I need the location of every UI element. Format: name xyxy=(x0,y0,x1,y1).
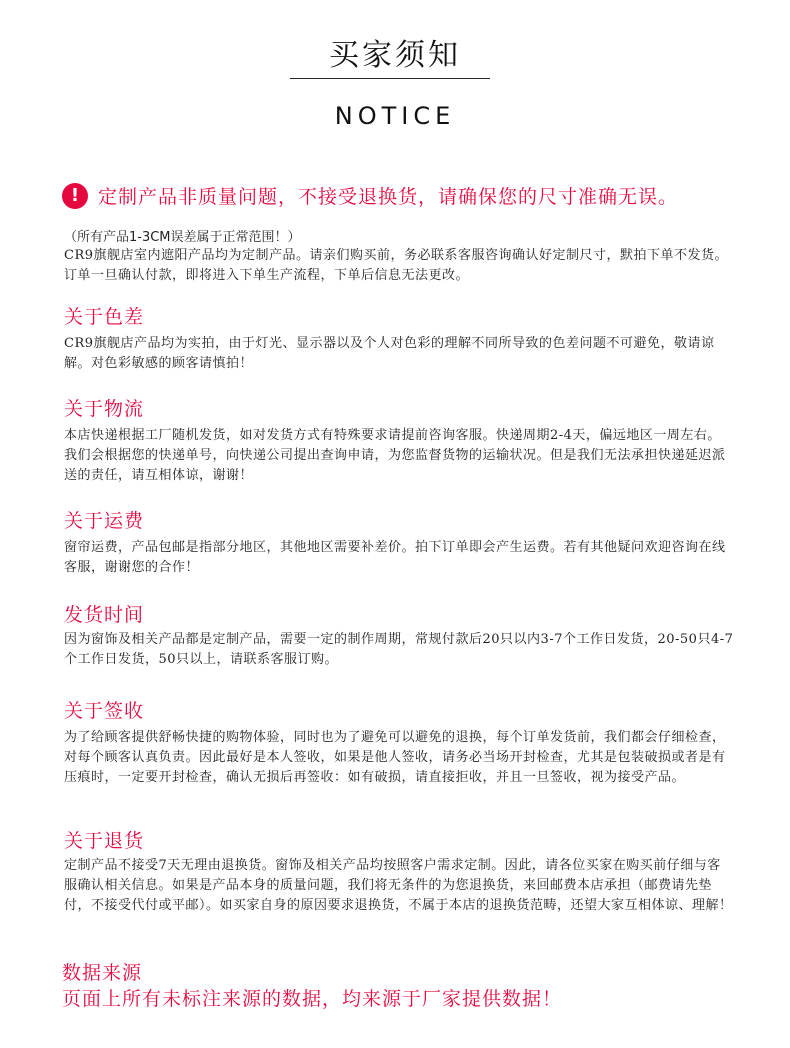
section-text-returns: 定制产品不接受7天无理由退换货。窗饰及相关产品均按照客户需求定制。因此，请各位买家在购买前仔细与客服确认相关信息。如果是产品本身的质量问题，我们将无条件的为您退换货，来回邮费本店承担（邮费请先垫付，不接受代付或平邮）。如买家自身的原因要求退换货，不属于本店的退换货范畴，还望大家互相体谅、理解！ xyxy=(64,858,733,913)
section-text-delivery-time: 因为窗饰及相关产品都是定制产品，需要一定的制作周期，常规付款后20只以内3-7个工作日发货，20-50只4-7个工作日发货，50只以上，请联系客服订购。 xyxy=(64,632,734,667)
page-subtitle: NOTICE xyxy=(334,102,456,130)
section-title-returns: 关于退货 xyxy=(64,830,145,852)
section-title-logistics: 关于物流 xyxy=(64,398,145,420)
warning-banner xyxy=(62,182,678,209)
intro-paragraph: CR9旗舰店室内遮阳产品均为定制产品。请亲们购买前，务必联系客服咨询确认好定制尺寸，默拍下单不发货。订单一旦确认付款，即将进入下单生产流程，下单后信息无法更改。 xyxy=(64,248,729,283)
section-title-delivery-time: 发货时间 xyxy=(64,604,145,626)
section-text-color-difference: CR9旗舰店产品均为实拍，由于灯光、显示器以及个人对色彩的理解不同所导致的色差问题不可避免，敬请谅解。对色彩敏感的顾客请慎拍！ xyxy=(64,336,715,371)
exclamation-circle-icon: ! xyxy=(62,183,88,209)
title-divider xyxy=(290,78,490,79)
section-text-signing: 为了给顾客提供舒畅快捷的购物体验，同时也为了避免可以避免的退换，每个订单发货前，我们都会仔细检查，对每个顾客认真负责。因此最好是本人签收，如果是他人签收，请务必当场开封检查，尤其是包装破损或者是有压痕时，一定要开封检查，确认无损后再签收：如有破损，请直接拒收，并且一旦签收，视为接受产品。 xyxy=(64,730,726,785)
section-text-logistics: 本店快递根据工厂随机发货，如对发货方式有特殊要求请提前咨询客服。快递周期2-4天，偏远地区一周左右。我们会根据您的快递单号，向快递公司提出查询申请，为您监督货物的运输状况。但是我们无法承担快递延迟派送的责任，请互相体谅，谢谢！ xyxy=(64,428,726,483)
section-text-shipping-fee: 窗帘运费，产品包邮是指部分地区，其他地区需要补差价。拍下订单即会产生运费。若有其他疑问欢迎咨询在线客服，谢谢您的合作！ xyxy=(64,540,726,575)
data-source-title: 数据来源 xyxy=(62,962,143,984)
warning-text: 定制产品非质量问题，不接受退换货，请确保您的尺寸准确无误。 xyxy=(98,186,679,208)
page-title: 买家须知 xyxy=(329,38,461,73)
data-source-text: 页面上所有未标注来源的数据，均来源于厂家提供数据！ xyxy=(62,988,563,1010)
section-title-signing: 关于签收 xyxy=(64,700,145,722)
tolerance-note: （所有产品1-3CM误差属于正常范围！） xyxy=(64,230,301,245)
section-title-shipping-fee: 关于运费 xyxy=(64,510,145,532)
section-title-color-difference: 关于色差 xyxy=(64,306,145,328)
